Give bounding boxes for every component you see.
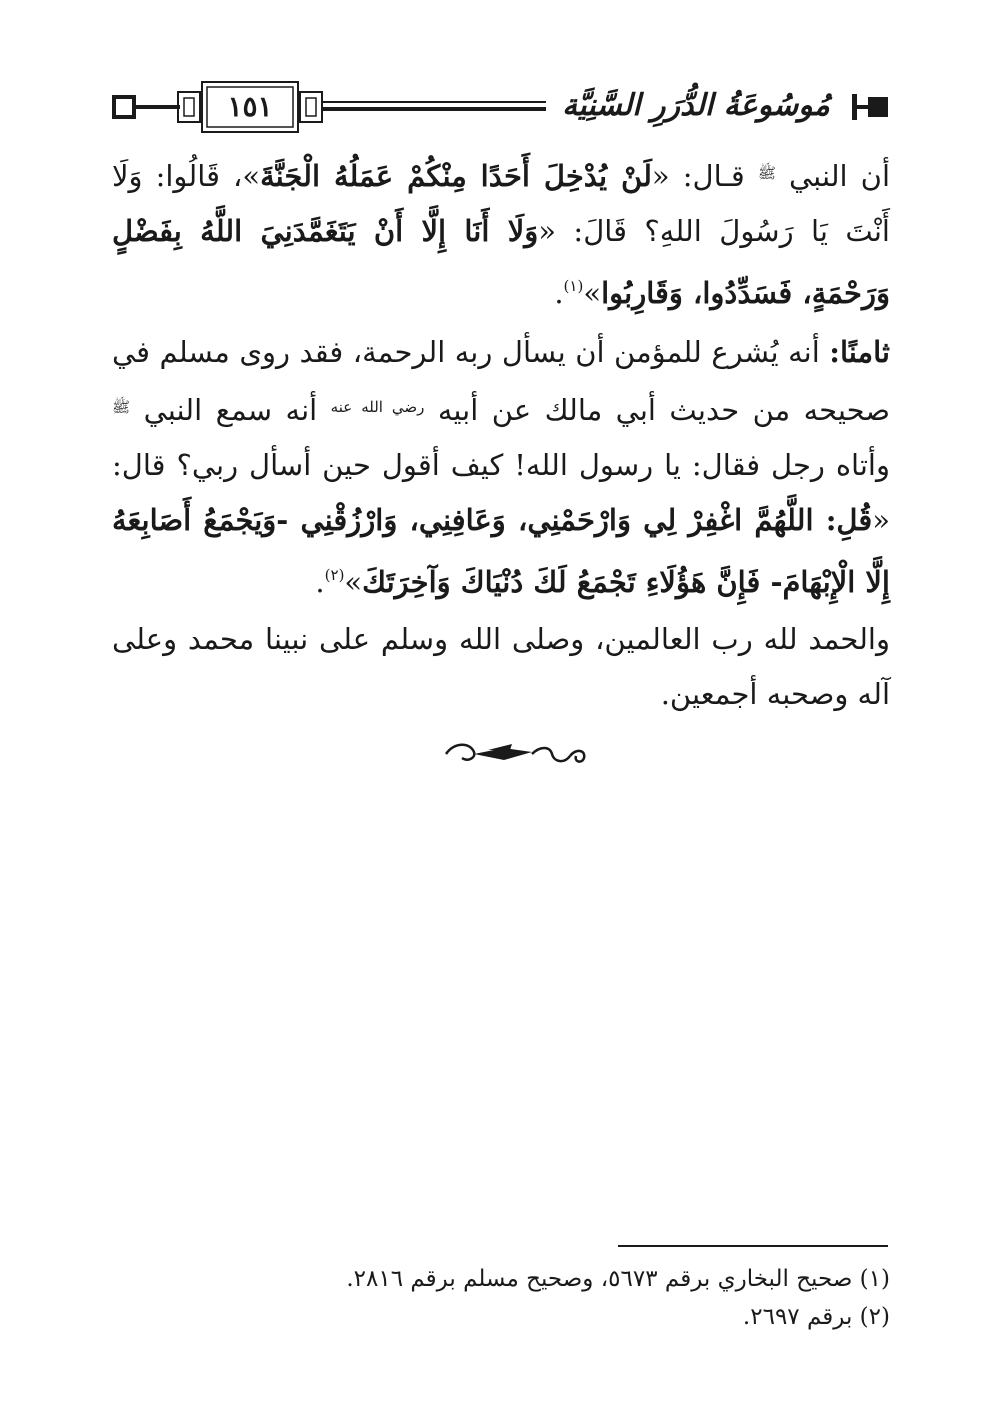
text-segment: » (583, 276, 602, 310)
footnote-2: (٢) برقم ٢٦٩٧. (742, 1304, 890, 1330)
footnote-marker: (١) (563, 277, 584, 295)
footnote-marker: (٢) (324, 566, 345, 584)
page-header (110, 78, 890, 136)
end-ornament-icon (440, 738, 590, 770)
footnote-divider (618, 1245, 888, 1247)
text-segment: . (315, 565, 325, 599)
text-segment: قـال: « (651, 159, 745, 193)
page-number: ١٥١ (227, 90, 273, 123)
hadith-quote: وَلَا أَنَا إِلَّا أَنْ يَتَغَمَّدَنِيَ اللَّهُ بِفَضْلٍ وَرَحْمَةٍ، فَسَدِّدُوا، وَقَارِبُوا (112, 214, 890, 310)
book-title: مُوسُوعَةُ الدُّرَرِ السَّنِيَّة (546, 84, 846, 128)
paragraph-closing: والحمد لله رب العالمين، وصلى الله وسلم على نبينا محمد وعلى آله وصحبه أجمعين. (112, 622, 890, 711)
text-segment: أن النبي (789, 159, 890, 193)
paragraph-hadith-1 (112, 146, 890, 321)
page-number-box (202, 82, 298, 132)
text-segment: وأتاه رجل فقال: يا رسول الله! كيف أقول حين أسأل ربي؟ قال: « (112, 448, 890, 537)
text-segment: . (554, 276, 564, 310)
honorific-glyph: ﷺ (112, 398, 131, 416)
hadith-quote: قُلِ: اللَّهُمَّ اغْفِرْ لِي وَارْحَمْنِي، وَعَافِنِي، وَارْزُقْنِي -وَيَجْمَعُ أَصَابِعَهُ إِلَّا الْإِبْهَامَ- فَإِنَّ هَؤُلَاءِ تَجْمَعُ لَكَ دُنْيَاكَ وَآخِرَتَكَ (112, 503, 890, 599)
footnote-1: (١) صحيح البخاري برقم ٥٦٧٣، وصحيح مسلم برقم ٢٨١٦. (346, 1266, 890, 1292)
text-segment: »، قَالُوا: وَلَا أَنْتَ يَا رَسُولَ اللهِ؟ قَالَ: « (112, 159, 890, 248)
text-segment: أنه سمع النبي (143, 393, 318, 427)
footnotes (112, 1260, 890, 1336)
text-segment: » (344, 565, 363, 599)
honorific-glyph: رضي الله عنه (330, 398, 425, 416)
hadith-quote: لَنْ يُدْخِلَ أَحَدًا مِنْكُمْ عَمَلُهُ الْجَنَّةَ (260, 159, 652, 193)
paragraph-eighth-point (112, 325, 890, 610)
section-lead: ثامنًا: (829, 335, 890, 369)
text-segment: أنه يُشرع للمؤمن أن يسأل ربه الرحمة، فقد روى مسلم في صحيحه من حديث أبي مالك عن أبيه (112, 335, 890, 427)
honorific-glyph: ﷺ (757, 164, 776, 182)
